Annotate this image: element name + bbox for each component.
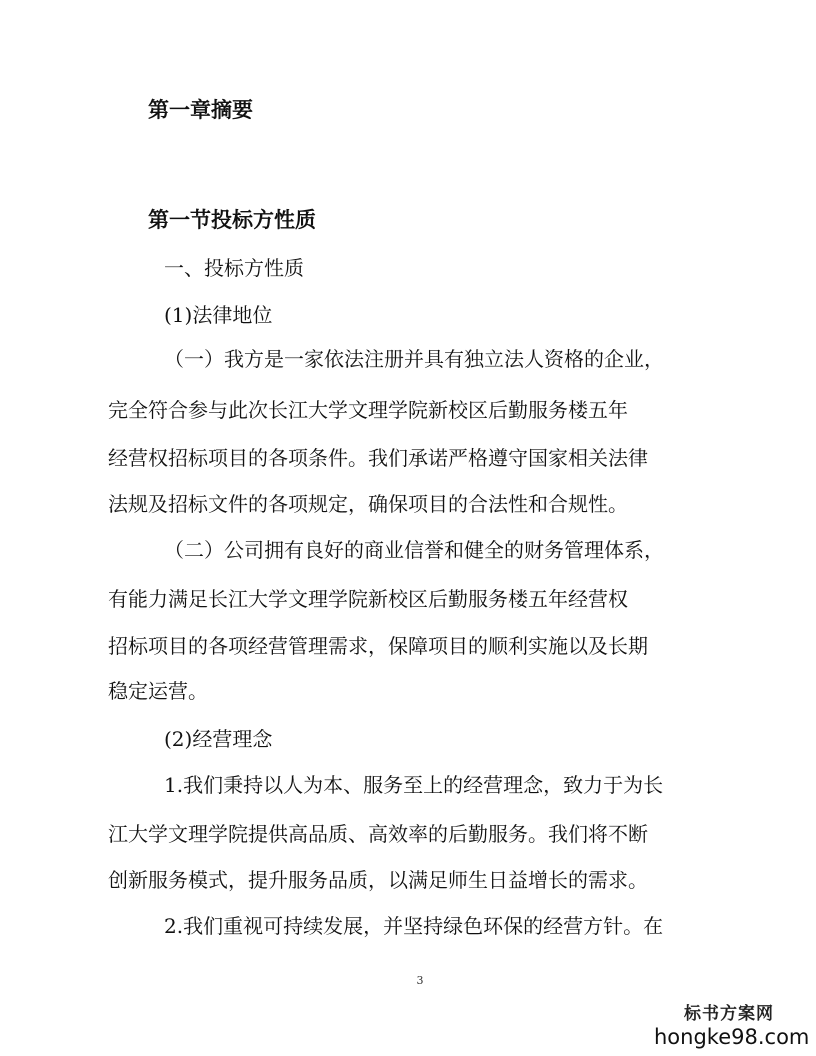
section-title: 第一节投标方性质 — [148, 208, 316, 232]
item-2-title: (2)经营理念 — [164, 727, 273, 751]
page-number: 3 — [416, 974, 424, 987]
paragraph-line: 法规及招标文件的各项规定，确保项目的合法性和合规性。 — [108, 492, 628, 516]
paragraph-line: 1.我们秉持以人为本、服务至上的经营理念，致力于为长 — [164, 773, 664, 797]
item-1-title: (1)法律地位 — [164, 303, 273, 327]
watermark-cn-text: 标书方案网 — [684, 1004, 774, 1024]
paragraph-line: 完全符合参与此次长江大学文理学院新校区后勤服务楼五年 — [108, 398, 628, 422]
watermark — [654, 1004, 810, 1050]
paragraph-line: （一）我方是一家依法注册并具有独立法人资格的企业， — [164, 347, 664, 371]
watermark-url-text: hongke98.com — [654, 1025, 810, 1049]
paragraph-line: 招标项目的各项经营管理需求，保障项目的顺利实施以及长期 — [108, 634, 648, 658]
paragraph-line: 经营权招标项目的各项条件。我们承诺严格遵守国家相关法律 — [108, 446, 648, 470]
paragraph-line: 2.我们重视可持续发展，并坚持绿色环保的经营方针。在 — [164, 914, 664, 938]
paragraph-line: （二）公司拥有良好的商业信誉和健全的财务管理体系， — [164, 538, 664, 562]
paragraph-line: 有能力满足长江大学文理学院新校区后勤服务楼五年经营权 — [108, 587, 628, 611]
subsection-title: 一、投标方性质 — [164, 256, 304, 280]
paragraph-line: 稳定运营。 — [108, 679, 208, 703]
paragraph-line: 江大学文理学院提供高品质、高效率的后勤服务。我们将不断 — [108, 822, 648, 846]
paragraph-line: 创新服务模式，提升服务品质，以满足师生日益增长的需求。 — [108, 868, 648, 892]
chapter-title: 第一章摘要 — [148, 98, 253, 122]
